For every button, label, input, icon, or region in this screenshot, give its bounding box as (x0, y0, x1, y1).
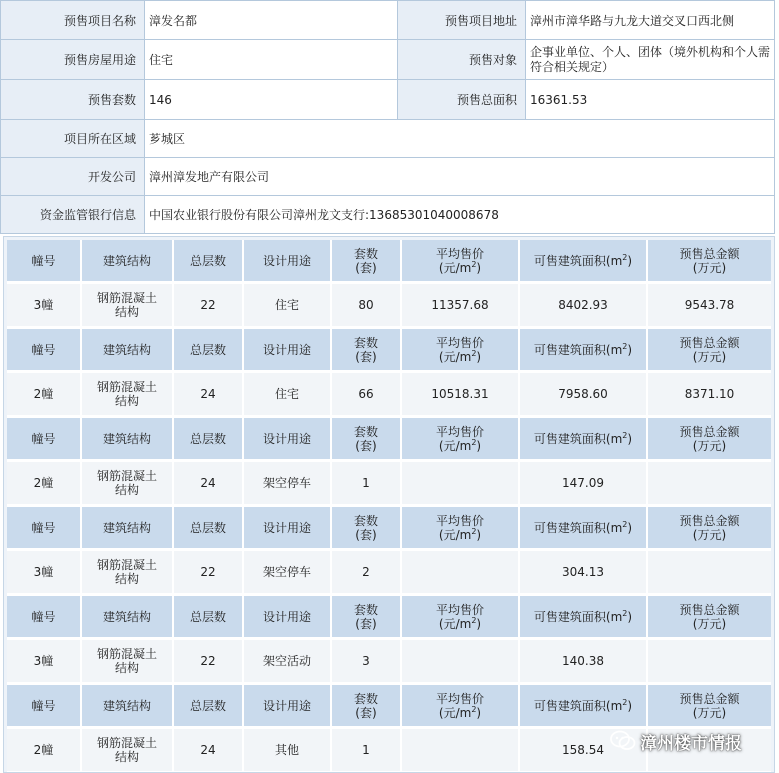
table-header-row (7, 328, 771, 372)
header-label: 平均售价 (元$/m^2$) (435, 424, 484, 453)
watermark (610, 727, 742, 755)
col-header-floors (173, 595, 243, 639)
cell-value: 22 (200, 298, 216, 312)
header-label: 预售总金额 (万元) (679, 513, 740, 542)
info-row (1, 40, 775, 80)
cell-value: 2幢 (33, 476, 54, 490)
header-label: 平均售价 (元$/m^2$) (435, 691, 484, 720)
col-header-units (331, 506, 401, 550)
cell-value: 住宅 (274, 298, 299, 312)
value-district: 芗城区 (145, 120, 775, 158)
header-label: 建筑结构 (102, 698, 151, 713)
header-label: 套数 (套) (353, 513, 378, 542)
col-header-building-no (7, 240, 81, 283)
header-label: 预售总金额 (万元) (679, 602, 740, 631)
cell-value: 3幢 (33, 565, 54, 579)
header-label: 可售建筑面积$(m^2)$ (533, 252, 633, 268)
cell-building-no (7, 639, 81, 684)
cell-value: 2幢 (33, 387, 54, 401)
col-header-building-no (7, 506, 81, 550)
header-label: 总层数 (189, 431, 226, 446)
header-label: 总层数 (189, 609, 226, 624)
col-header-saleable-area (519, 240, 647, 283)
col-header-total-amount (647, 328, 771, 372)
table-header-row (7, 684, 771, 728)
header-label: 总层数 (189, 253, 226, 268)
col-header-floors (173, 506, 243, 550)
label-escrow-bank: 资金监管银行信息 (1, 196, 145, 234)
col-header-units (331, 595, 401, 639)
value-escrow-bank: 中国农业银行股份有限公司漳州龙文支行:13685301040008678 (145, 196, 775, 234)
cell-structure (81, 550, 173, 595)
label-developer: 开发公司 (1, 158, 145, 196)
cell-value: 66 (358, 387, 374, 401)
col-header-usage (243, 684, 331, 728)
cell-value: 钢筋混凝土结构 (96, 558, 157, 586)
header-label: 建筑结构 (102, 431, 151, 446)
label-project-name: 预售项目名称 (1, 1, 145, 40)
cell-floors (173, 461, 243, 506)
info-row (1, 158, 775, 196)
col-header-usage (243, 506, 331, 550)
cell-total-amount (647, 461, 771, 506)
cell-value: 钢筋混凝土结构 (96, 736, 157, 764)
header-label: 套数 (套) (353, 335, 378, 364)
col-header-saleable-area (519, 417, 647, 461)
cell-value: 架空活动 (262, 654, 311, 668)
cell-value: 3幢 (33, 654, 54, 668)
col-header-floors (173, 417, 243, 461)
value-project-address: 漳州市漳华路与九龙大道交叉口西北侧 (526, 1, 775, 40)
col-header-structure (81, 417, 173, 461)
header-label: 幢号 (31, 698, 56, 713)
header-label: 设计用途 (262, 431, 311, 446)
cell-value: 80 (358, 298, 374, 312)
info-row (1, 80, 775, 120)
value-buyer-type: 企事业单位、个人、团体（境外机构和个人需符合相关规定） (526, 40, 775, 80)
header-label: 总层数 (189, 342, 226, 357)
col-header-avg-price (401, 240, 519, 283)
cell-value: 8402.93 (558, 298, 608, 312)
cell-units (331, 283, 401, 328)
col-header-units (331, 417, 401, 461)
cell-value: 住宅 (274, 387, 299, 401)
col-header-usage (243, 417, 331, 461)
cell-avg-price (401, 639, 519, 684)
header-label: 预售总金额 (万元) (679, 335, 740, 364)
col-header-saleable-area (519, 328, 647, 372)
table-row (7, 372, 771, 417)
cell-value: 10518.31 (431, 387, 489, 401)
cell-value: 24 (200, 476, 216, 490)
building-table-container (3, 236, 775, 773)
header-label: 幢号 (31, 609, 56, 624)
cell-structure (81, 283, 173, 328)
col-header-saleable-area (519, 506, 647, 550)
header-label: 设计用途 (262, 253, 311, 268)
label-project-address: 预售项目地址 (398, 1, 526, 40)
col-header-structure (81, 240, 173, 283)
header-label: 总层数 (189, 698, 226, 713)
cell-saleable-area (519, 550, 647, 595)
col-header-structure (81, 684, 173, 728)
col-header-usage (243, 595, 331, 639)
info-row (1, 196, 775, 234)
cell-value: 24 (200, 743, 216, 757)
project-info-table (0, 0, 775, 234)
col-header-avg-price (401, 684, 519, 728)
label-total-area: 预售总面积 (398, 80, 526, 120)
header-label: 预售总金额 (万元) (679, 691, 740, 720)
cell-floors (173, 550, 243, 595)
cell-total-amount (647, 639, 771, 684)
cell-avg-price (401, 550, 519, 595)
cell-structure (81, 639, 173, 684)
value-unit-count: 146 (145, 80, 398, 120)
value-total-area: 16361.53 (526, 80, 775, 120)
col-header-building-no (7, 328, 81, 372)
header-label: 设计用途 (262, 609, 311, 624)
cell-value: 140.38 (562, 654, 604, 668)
cell-usage (243, 728, 331, 773)
header-label: 套数 (套) (353, 246, 378, 275)
col-header-total-amount (647, 595, 771, 639)
cell-total-amount (647, 550, 771, 595)
col-header-building-no (7, 684, 81, 728)
cell-usage (243, 283, 331, 328)
col-header-avg-price (401, 506, 519, 550)
watermark-text: 漳州楼市情报 (640, 733, 742, 754)
header-label: 总层数 (189, 520, 226, 535)
label-unit-count: 预售套数 (1, 80, 145, 120)
col-header-building-no (7, 595, 81, 639)
wechat-icon (610, 730, 636, 752)
cell-value: 钢筋混凝土结构 (96, 647, 157, 675)
col-header-units (331, 328, 401, 372)
col-header-building-no (7, 417, 81, 461)
cell-value: 24 (200, 387, 216, 401)
table-row (7, 639, 771, 684)
label-usage: 预售房屋用途 (1, 40, 145, 80)
header-label: 可售建筑面积$(m^2)$ (533, 608, 633, 624)
cell-usage (243, 461, 331, 506)
cell-building-no (7, 550, 81, 595)
cell-value: 3幢 (33, 298, 54, 312)
cell-value: 304.13 (562, 565, 604, 579)
header-label: 套数 (套) (353, 424, 378, 453)
cell-floors (173, 283, 243, 328)
cell-value: 钢筋混凝土结构 (96, 291, 157, 319)
cell-usage (243, 550, 331, 595)
cell-value: 3 (362, 654, 370, 668)
cell-value: 钢筋混凝土结构 (96, 469, 157, 497)
cell-building-no (7, 372, 81, 417)
col-header-avg-price (401, 328, 519, 372)
cell-value: 1 (362, 743, 370, 757)
header-label: 平均售价 (元$/m^2$) (435, 335, 484, 364)
cell-value: 1 (362, 476, 370, 490)
value-usage: 住宅 (145, 40, 398, 80)
col-header-total-amount (647, 684, 771, 728)
table-header-row (7, 506, 771, 550)
cell-value: 158.54 (562, 743, 604, 757)
cell-value: 架空停车 (262, 476, 311, 490)
cell-value: 架空停车 (262, 565, 311, 579)
col-header-total-amount (647, 506, 771, 550)
cell-floors (173, 372, 243, 417)
header-label: 幢号 (31, 431, 56, 446)
value-developer: 漳州漳发地产有限公司 (145, 158, 775, 196)
cell-units (331, 372, 401, 417)
cell-value: 2幢 (33, 743, 54, 757)
col-header-floors (173, 240, 243, 283)
cell-usage (243, 372, 331, 417)
label-district: 项目所在区域 (1, 120, 145, 158)
cell-units (331, 550, 401, 595)
cell-value: 8371.10 (684, 387, 735, 401)
cell-saleable-area (519, 283, 647, 328)
cell-units (331, 461, 401, 506)
cell-structure (81, 372, 173, 417)
header-label: 可售建筑面积$(m^2)$ (533, 341, 633, 357)
col-header-total-amount (647, 417, 771, 461)
cell-saleable-area (519, 461, 647, 506)
cell-total-amount (647, 372, 771, 417)
col-header-structure (81, 506, 173, 550)
cell-building-no (7, 283, 81, 328)
cell-structure (81, 728, 173, 773)
col-header-total-amount (647, 240, 771, 283)
cell-saleable-area (519, 639, 647, 684)
col-header-units (331, 240, 401, 283)
info-row (1, 120, 775, 158)
cell-usage (243, 639, 331, 684)
table-row (7, 283, 771, 328)
col-header-floors (173, 328, 243, 372)
label-buyer-type: 预售对象 (398, 40, 526, 80)
col-header-usage (243, 240, 331, 283)
col-header-avg-price (401, 417, 519, 461)
col-header-floors (173, 684, 243, 728)
col-header-saleable-area (519, 684, 647, 728)
header-label: 可售建筑面积$(m^2)$ (533, 697, 633, 713)
cell-floors (173, 728, 243, 773)
header-label: 平均售价 (元$/m^2$) (435, 246, 484, 275)
header-label: 幢号 (31, 253, 56, 268)
col-header-avg-price (401, 595, 519, 639)
table-row (7, 461, 771, 506)
table-header-row (7, 417, 771, 461)
table-header-row (7, 595, 771, 639)
cell-value: 22 (200, 654, 216, 668)
cell-units (331, 639, 401, 684)
col-header-structure (81, 328, 173, 372)
header-label: 建筑结构 (102, 342, 151, 357)
cell-floors (173, 639, 243, 684)
value-project-name: 漳发名都 (145, 1, 398, 40)
header-label: 建筑结构 (102, 520, 151, 535)
header-label: 幢号 (31, 342, 56, 357)
header-label: 建筑结构 (102, 609, 151, 624)
header-label: 平均售价 (元$/m^2$) (435, 513, 484, 542)
cell-value: 钢筋混凝土结构 (96, 380, 157, 408)
header-label: 可售建筑面积$(m^2)$ (533, 430, 633, 446)
header-label: 平均售价 (元$/m^2$) (435, 602, 484, 631)
header-label: 建筑结构 (102, 253, 151, 268)
header-label: 可售建筑面积$(m^2)$ (533, 519, 633, 535)
header-label: 套数 (套) (353, 691, 378, 720)
header-label: 预售总金额 (万元) (679, 246, 740, 275)
cell-structure (81, 461, 173, 506)
cell-value: 147.09 (562, 476, 604, 490)
header-label: 预售总金额 (万元) (679, 424, 740, 453)
cell-saleable-area (519, 372, 647, 417)
header-label: 套数 (套) (353, 602, 378, 631)
header-label: 设计用途 (262, 342, 311, 357)
cell-value: 7958.60 (558, 387, 608, 401)
cell-value: 22 (200, 565, 216, 579)
header-label: 幢号 (31, 520, 56, 535)
table-row (7, 550, 771, 595)
cell-avg-price (401, 372, 519, 417)
table-header-row (7, 240, 771, 283)
cell-avg-price (401, 728, 519, 773)
header-label: 设计用途 (262, 520, 311, 535)
cell-value: 2 (362, 565, 370, 579)
cell-building-no (7, 461, 81, 506)
cell-value: 11357.68 (431, 298, 489, 312)
cell-avg-price (401, 461, 519, 506)
col-header-units (331, 684, 401, 728)
cell-units (331, 728, 401, 773)
cell-total-amount (647, 283, 771, 328)
col-header-usage (243, 328, 331, 372)
header-label: 设计用途 (262, 698, 311, 713)
cell-value: 9543.78 (684, 298, 735, 312)
cell-avg-price (401, 283, 519, 328)
cell-value: 其他 (274, 743, 299, 757)
cell-building-no (7, 728, 81, 773)
col-header-saleable-area (519, 595, 647, 639)
building-table (7, 240, 771, 773)
info-row (1, 1, 775, 40)
col-header-structure (81, 595, 173, 639)
